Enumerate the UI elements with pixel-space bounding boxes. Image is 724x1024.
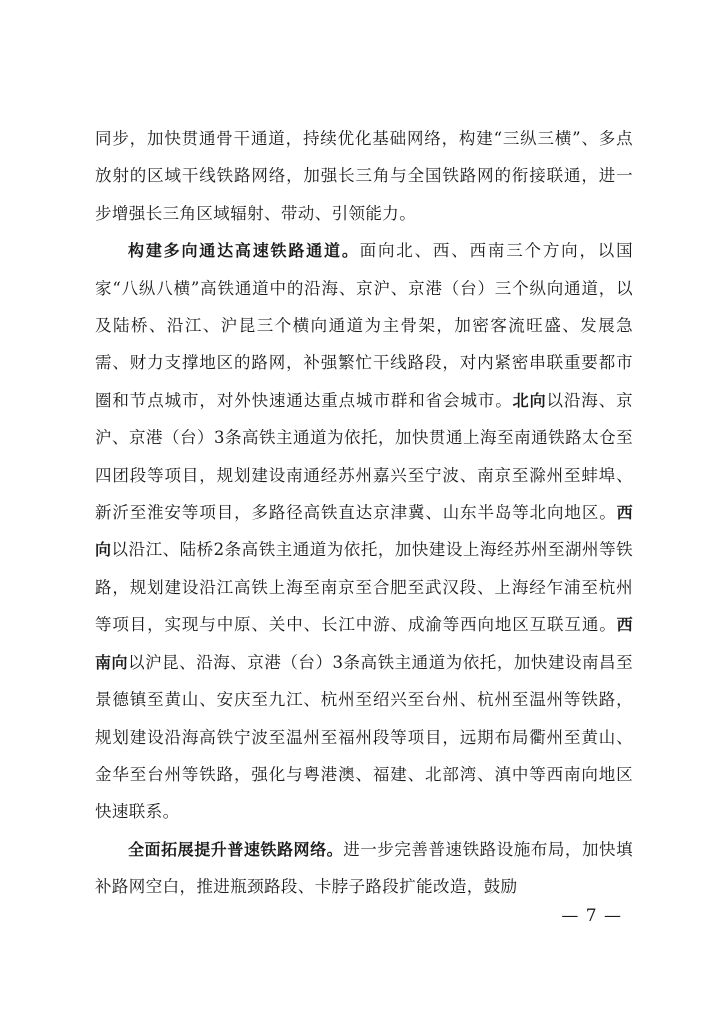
page-number: — 7 — [561, 906, 622, 926]
paragraph-2-text-southwest: 以沪昆、沿海、京港（台）3条高铁主通道为依托，加快建设南昌至景德镇至黄山、安庆至九江、杭州至绍兴至台州、杭州至温州等铁路，规划建设沿海高铁宁波至温州至福州段等项目，远期布局衢州至黄山、金华至台州等铁路，强化与粤港澳、福建、北部湾、滇中等西南向地区快速联系。 [95, 652, 633, 822]
paragraph-3-text: 进一步完善普速铁路设施布局，加快填补路网空白，推进瓶颈路段、卡脖子路段扩能改造，鼓励 [95, 839, 633, 897]
direction-heading-southwest: 西南向 [95, 615, 633, 672]
document-body [95, 120, 633, 906]
paragraph-2 [95, 232, 633, 831]
section-heading-conventional-rail: 全面拓展提升普速铁路网络。 [128, 839, 344, 859]
paragraph-2-text-west: 以沿江、陆桥2条高铁主通道为依托，加快建设上海经苏州至湖州等铁路，规划建设沿江高铁上海至南京至合肥至武汉段、上海经乍浦至杭州等项目，实现与中原、关中、长江中游、成渝等西向地区互联互通。 [95, 540, 633, 635]
direction-heading-north: 北向 [512, 390, 547, 410]
section-heading-high-speed-rail: 构建多向通达高速铁路通道。 [128, 241, 360, 261]
paragraph-1: 同步，加快贯通骨干通道，持续优化基础网络，构建“三纵三横”、多点放射的区域干线铁路网络，加强长三角与全国铁路网的衔接联通，进一步增强长三角区域辐射、带动、引领能力。 [95, 129, 633, 223]
paragraph-3 [95, 831, 633, 906]
direction-heading-west: 西向 [95, 503, 633, 560]
paragraph-2-text-intro: 面向北、西、西南三个方向，以国家“八纵八横”高铁通道中的沿海、京沪、京港（台）三个纵向通道，以及陆桥、沿江、沪昆三个横向通道为主骨架，加密客流旺盛、发展急需、财力支撑地区的路网，补强繁忙干线路段，对内紧密串联重要都市圈和节点城市，对外快速通达重点城市群和省会城市。 [95, 241, 633, 410]
paragraph-2-text-north: 以沿海、京沪、京港（台）3条高铁主通道为依托，加快贯通上海至南通铁路太仓至四团段等项目，规划建设南通经苏州嘉兴至宁波、南京至滁州至蚌埠、新沂至淮安等项目，多路径高铁直达京津冀、山东半岛等北向地区。 [95, 390, 633, 523]
